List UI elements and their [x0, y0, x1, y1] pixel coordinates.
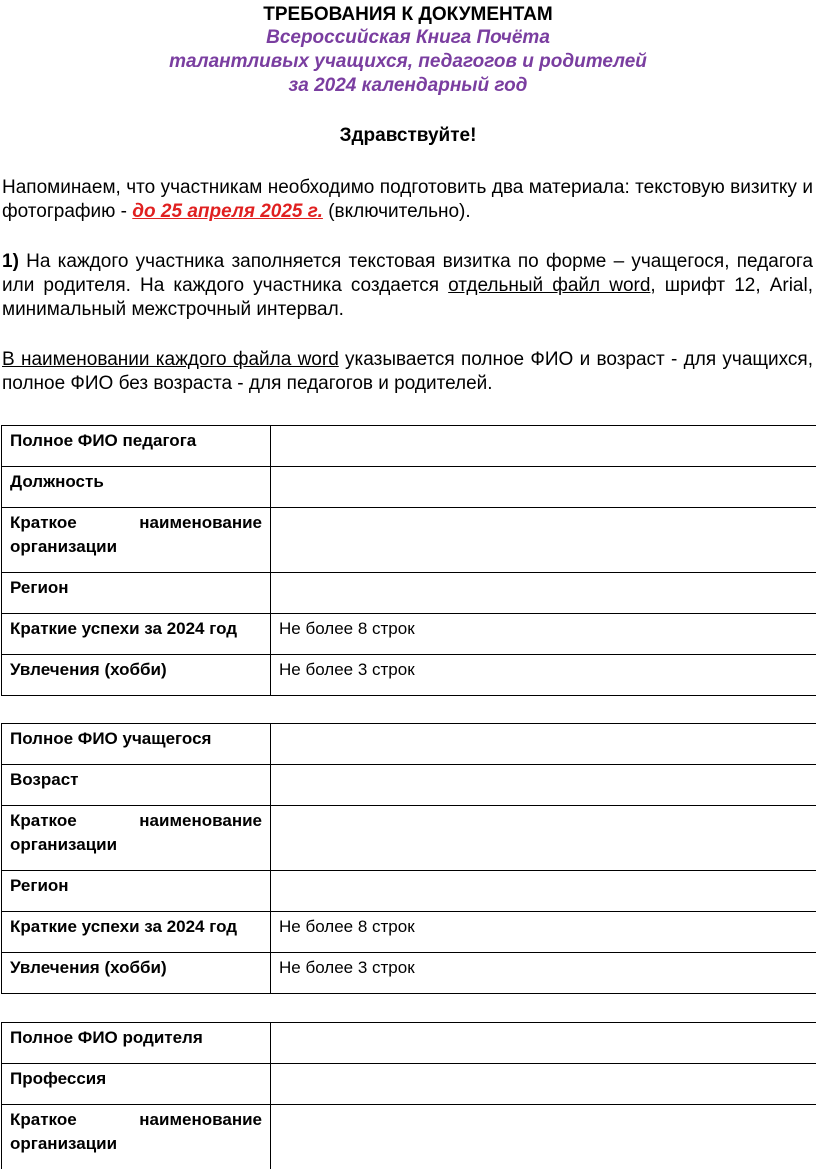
organization-label-word-1: Краткое [10, 811, 77, 830]
naming-rule-underlined: В наименовании каждого файла word [2, 349, 339, 370]
table-row [2, 573, 816, 614]
student-name-field[interactable] [271, 724, 816, 765]
table-row [2, 724, 816, 765]
age-field[interactable] [271, 765, 816, 806]
table-row [2, 871, 816, 912]
table-row [2, 1105, 816, 1169]
subtitle-line-2: талантливых учащихся, педагогов и родителей [169, 51, 647, 72]
table-row [2, 426, 816, 467]
achievements-field[interactable]: Не более 8 строк [271, 614, 816, 655]
separate-file-note: отдельный файл word [448, 275, 651, 296]
achievements-field[interactable]: Не более 8 строк [271, 912, 816, 953]
organization-label-word-2: наименование [139, 811, 262, 830]
organization-label [2, 1105, 271, 1169]
table-row [2, 1064, 816, 1105]
naming-rule-paragraph [1, 348, 815, 396]
organization-field[interactable] [271, 806, 816, 871]
organization-field[interactable] [271, 1105, 816, 1169]
profession-label: Профессия [2, 1064, 271, 1105]
hobbies-label: Увлечения (хобби) [2, 655, 271, 696]
organization-label-line-2: организации [10, 1134, 118, 1153]
achievements-label: Краткие успехи за 2024 год [2, 912, 271, 953]
title-block [1, 0, 815, 98]
point-1-text-a: На каждого участника заполняется текстовая визитка по форме – учащегося, педагога или родителя. На каждого участника создается [2, 251, 813, 296]
table-row [2, 1023, 816, 1064]
organization-label [2, 508, 271, 573]
organization-label-word-2: наименование [139, 513, 262, 532]
subtitle-line-1: Всероссийская Книга Почёта [266, 27, 550, 48]
region-label: Регион [2, 573, 271, 614]
table-row [2, 614, 816, 655]
hobbies-field[interactable]: Не более 3 строк [271, 953, 816, 994]
achievements-label: Краткие успехи за 2024 год [2, 614, 271, 655]
document-title: ТРЕБОВАНИЯ К ДОКУМЕНТАМ [263, 4, 553, 25]
intro-text: Напоминаем, что участникам необходимо подготовить два материала: текстовую визитку и фотографию - [2, 177, 813, 222]
parent-name-field[interactable] [271, 1023, 816, 1064]
teacher-name-label: Полное ФИО педагога [2, 426, 271, 467]
organization-label-word-1: Краткое [10, 513, 77, 532]
table-row [2, 765, 816, 806]
teacher-form-table [1, 425, 816, 696]
hobbies-field[interactable]: Не более 3 строк [271, 655, 816, 696]
table-row [2, 953, 816, 994]
table-row [2, 655, 816, 696]
organization-field[interactable] [271, 508, 816, 573]
profession-field[interactable] [271, 1064, 816, 1105]
organization-label [2, 806, 271, 871]
age-label: Возраст [2, 765, 271, 806]
table-row [2, 467, 816, 508]
position-field[interactable] [271, 467, 816, 508]
teacher-name-field[interactable] [271, 426, 816, 467]
table-row [2, 806, 816, 871]
point-number: 1) [2, 251, 19, 272]
naming-rule-text: указывается полное ФИО и возраст - для учащихся, полное ФИО без возраста - для педагогов и родителей. [2, 349, 813, 394]
point-1-text-b: , шрифт 12, Arial, минимальный межстрочный интервал. [2, 275, 813, 320]
region-field[interactable] [271, 871, 816, 912]
parent-form-table [1, 1022, 816, 1169]
position-label: Должность [2, 467, 271, 508]
greeting: Здравствуйте! [339, 125, 477, 146]
region-field[interactable] [271, 573, 816, 614]
point-1-paragraph [1, 250, 815, 322]
parent-name-label: Полное ФИО родителя [2, 1023, 271, 1064]
region-label: Регион [2, 871, 271, 912]
organization-label-word-2: наименование [139, 1110, 262, 1129]
student-name-label: Полное ФИО учащегося [2, 724, 271, 765]
deadline-date: до 25 апреля 2025 г. [132, 201, 323, 222]
intro-paragraph [1, 176, 815, 224]
organization-label-line-2: организации [10, 537, 118, 556]
intro-text-after: (включительно). [322, 201, 471, 222]
organization-label-line-2: организации [10, 835, 118, 854]
subtitle-line-3: за 2024 календарный год [288, 75, 528, 96]
hobbies-label: Увлечения (хобби) [2, 953, 271, 994]
table-row [2, 912, 816, 953]
student-form-table [1, 723, 816, 994]
table-row [2, 508, 816, 573]
organization-label-word-1: Краткое [10, 1110, 77, 1129]
